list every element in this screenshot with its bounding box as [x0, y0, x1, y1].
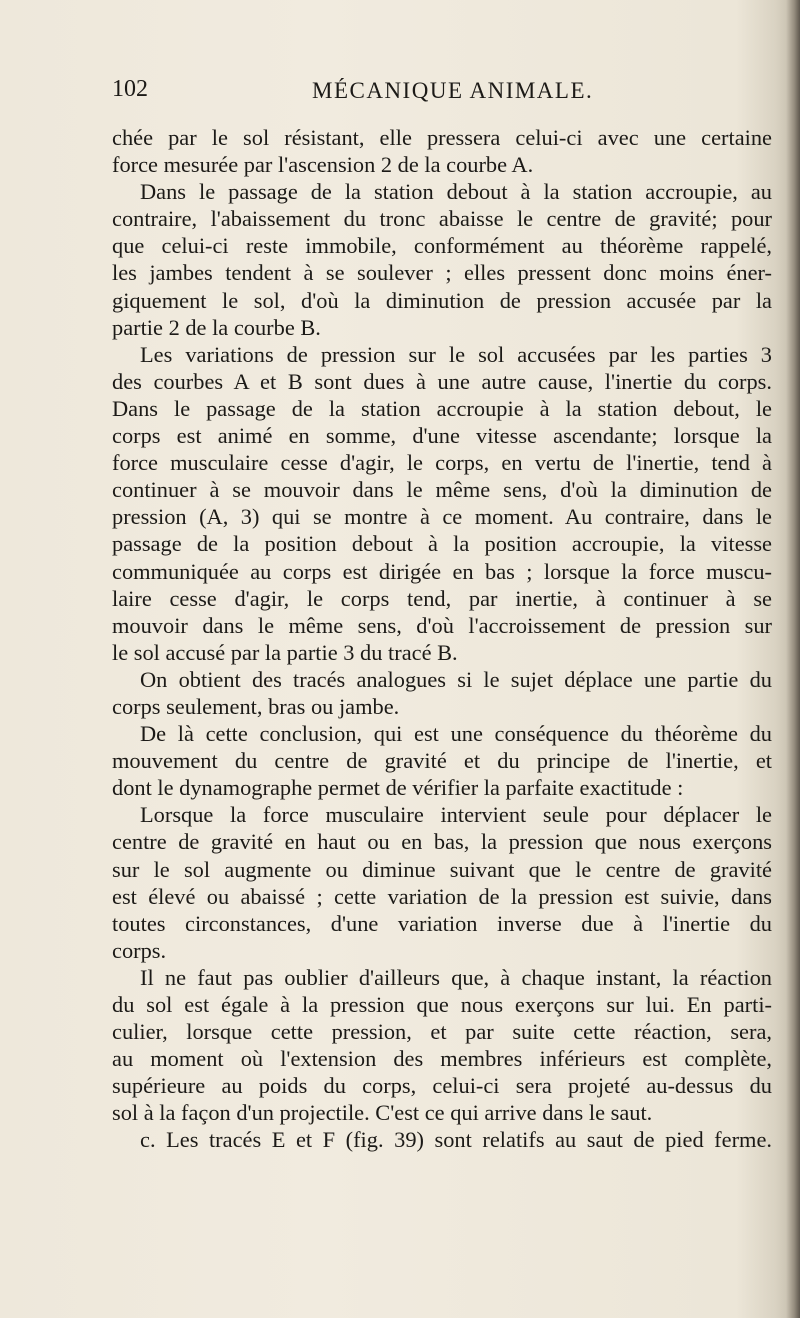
text-line: est élevé ou abaissé ; cette variation de la pression est suivie, dans [112, 883, 772, 909]
text-line: des courbes A et B sont dues à une autre cause, l'inertie du corps. [112, 368, 772, 394]
text-line: force musculaire cesse d'agir, le corps, en vertu de l'inertie, tend à [112, 450, 772, 476]
text-line: corps seulement, bras ou jambe. [112, 693, 400, 719]
text-line: Dans le passage de la station accroupie à la station debout, le [112, 395, 772, 421]
text-line: corps est animé en somme, d'une vitesse ascendante; lorsque la [112, 423, 772, 449]
text-line: mouvoir dans le même sens, d'où l'accroissement de pression sur [112, 612, 772, 638]
running-title: MÉCANIQUE ANIMALE. [312, 78, 594, 103]
text-line: centre de gravité en haut ou en bas, la pression que nous exerçons [112, 829, 772, 855]
text-line: giquement le sol, d'où la diminution de pression accusée par la [112, 287, 772, 313]
text-line: le sol accusé par la partie 3 du tracé B. [112, 639, 458, 665]
text-line: On obtient des tracés analogues si le sujet déplace une partie du [140, 666, 772, 692]
text-line: force mesurée par l'ascension 2 de la courbe A. [112, 152, 534, 178]
text-line: au moment où l'extension des membres inférieurs est complète, [112, 1046, 772, 1072]
text-line: De là cette conclusion, qui est une conséquence du théorème du [140, 721, 772, 747]
text-line: Il ne faut pas oublier d'ailleurs que, à chaque instant, la réaction [140, 964, 772, 990]
text-line: du sol est égale à la pression que nous exerçons sur lui. En parti- [112, 992, 772, 1017]
text-line: les jambes tendent à se soulever ; elles pressent donc moins éner- [112, 260, 772, 286]
binding-edge-shadow [786, 0, 800, 1318]
text-line: culier, lorsque cette pression, et par suite cette réaction, sera, [112, 1019, 772, 1045]
text-line: c. Les tracés E et F (fig. 39) sont relatifs au saut de pied ferme. [140, 1127, 772, 1153]
text-line: supérieure au poids du corps, celui-ci sera projeté au-dessus du [112, 1073, 772, 1099]
text-line: communiquée au corps est dirigée en bas ; lorsque la force muscu- [112, 558, 772, 584]
page-number: 102 [112, 76, 148, 102]
text-line: Lorsque la force musculaire intervient seule pour déplacer le [140, 802, 772, 828]
text-line: dont le dynamographe permet de vérifier la parfaite exactitude : [112, 775, 684, 801]
text-line: que celui-ci reste immobile, conformément au théorème rappelé, [112, 233, 772, 259]
page-header [112, 76, 772, 110]
text-line: passage de la position debout à la position accroupie, la vitesse [112, 531, 772, 557]
text-line: sur le sol augmente ou diminue suivant que le centre de gravité [112, 856, 772, 882]
text-line: pression (A, 3) qui se montre à ce moment. Au contraire, dans le [112, 504, 772, 530]
text-line: sol à la façon d'un projectile. C'est ce qui arrive dans le saut. [112, 1100, 653, 1126]
text-line: laire cesse d'agir, le corps tend, par inertie, à continuer à se [112, 585, 772, 611]
text-line: Les variations de pression sur le sol accusées par les parties 3 [140, 341, 772, 367]
text-line: toutes circonstances, d'une variation inverse due à l'inertie du [112, 910, 772, 936]
text-line: corps. [112, 937, 167, 963]
text-line: contraire, l'abaissement du tronc abaisse le centre de gravité; pour [112, 206, 772, 232]
text-line: partie 2 de la courbe B. [112, 314, 321, 340]
text-line: mouvement du centre de gravité et du principe de l'inertie, et [112, 748, 772, 774]
body-text [112, 124, 772, 1154]
text-line: continuer à se mouvoir dans le même sens, d'où la diminution de [112, 477, 772, 503]
text-line: Dans le passage de la station debout à la station accroupie, au [140, 179, 772, 205]
text-line: chée par le sol résistant, elle pressera celui-ci avec une certaine [112, 125, 772, 150]
